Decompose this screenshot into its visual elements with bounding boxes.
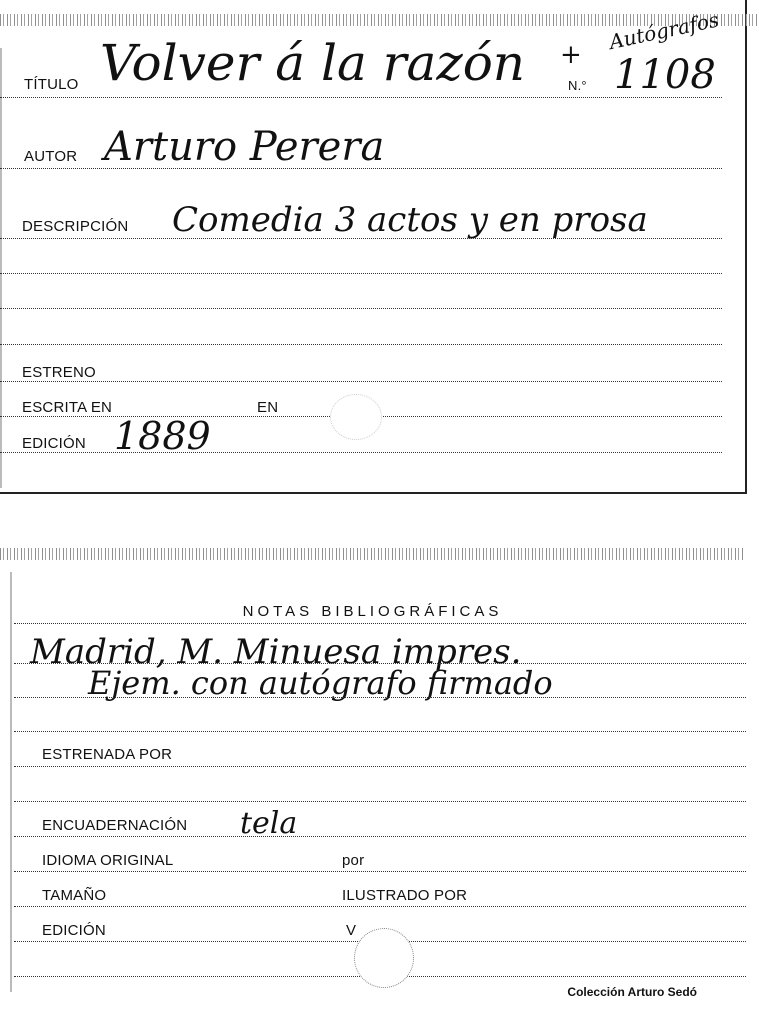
numero-value: 1108 — [614, 52, 716, 98]
note-line-1: Madrid, M. Minuesa impres. — [30, 632, 522, 672]
idioma-rule — [14, 871, 746, 872]
titulo-rule — [0, 97, 722, 98]
descripcion-rule-3 — [0, 308, 722, 309]
notas-rule-4 — [14, 731, 746, 732]
card-edge-texture-back — [0, 548, 745, 560]
ilustrado-por-label: ILUSTRADO POR — [342, 887, 468, 904]
numero-label: N.° — [568, 78, 587, 93]
descripcion-rule — [0, 238, 722, 239]
edicion-back-partial: V — [346, 922, 357, 939]
edicion-value: 1889 — [114, 414, 211, 458]
tamano-label: TAMAÑO — [42, 887, 107, 904]
autor-value: Arturo Perera — [104, 124, 385, 170]
tamano-rule — [14, 906, 746, 907]
edicion-back-label: EDICIÓN — [42, 922, 106, 939]
descripcion-rule-2 — [0, 273, 722, 274]
stamp-hole — [354, 928, 414, 988]
notas-rule-1 — [14, 623, 746, 624]
blank-rule — [14, 801, 746, 802]
ink-blot — [330, 394, 382, 440]
idioma-original-label: IDIOMA ORIGINAL — [42, 852, 174, 869]
autor-rule — [0, 168, 722, 169]
collection-footer: Colección Arturo Sedó — [567, 985, 697, 999]
descripcion-value: Comedia 3 actos y en prosa — [172, 200, 648, 240]
cross-mark: + — [560, 40, 582, 70]
titulo-value: Volver á la razón — [100, 34, 525, 92]
estreno-label: ESTRENO — [22, 364, 96, 381]
encuadernacion-label: ENCUADERNACIÓN — [42, 817, 188, 834]
estreno-rule — [0, 381, 722, 382]
edicion-rule — [0, 452, 722, 453]
card-left-edge — [0, 48, 2, 488]
descripcion-rule-4 — [0, 344, 722, 345]
por-label: por — [342, 852, 365, 869]
autografos-note: Autógrafos — [607, 7, 721, 54]
notas-heading: NOTAS BIBLIOGRÁFICAS — [242, 603, 503, 620]
encuadernacion-rule — [14, 836, 746, 837]
notas-rule-3 — [14, 697, 746, 698]
edicion-label: EDICIÓN — [22, 435, 86, 452]
titulo-label: TÍTULO — [24, 76, 79, 93]
escrita-en-label: ESCRITA EN — [22, 399, 113, 416]
autor-label: AUTOR — [24, 148, 78, 165]
note-line-2: Ejem. con autógrafo firmado — [88, 664, 553, 702]
en-label: EN — [257, 399, 279, 416]
estrenada-por-label: ESTRENADA POR — [42, 746, 173, 763]
encuadernacion-value: tela — [240, 806, 298, 841]
card-left-edge-back — [10, 572, 12, 992]
descripcion-label: DESCRIPCIÓN — [22, 218, 129, 235]
estrenada-rule — [14, 766, 746, 767]
